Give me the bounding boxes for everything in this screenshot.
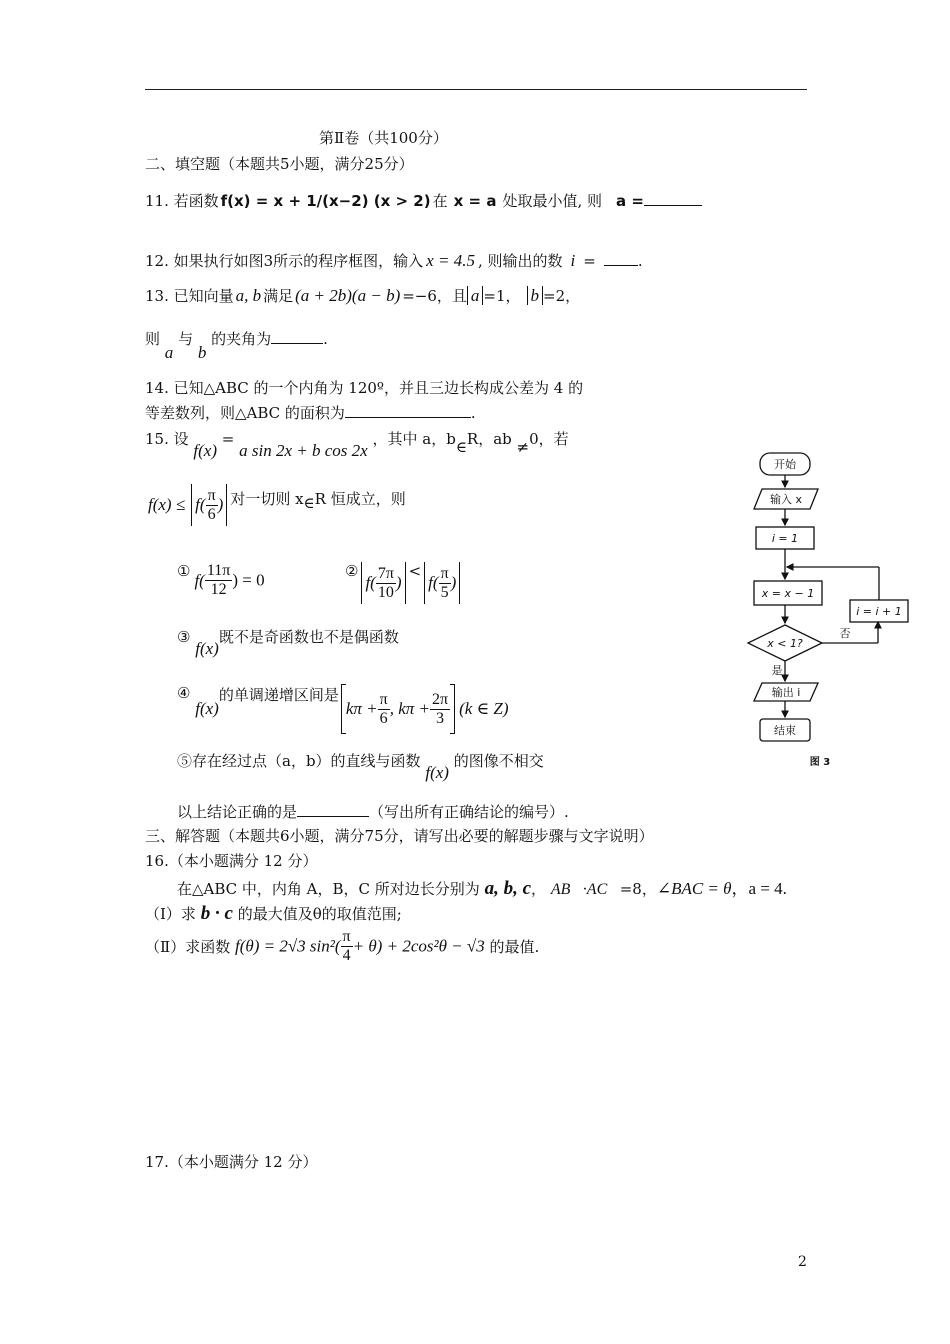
- q15-conclusion: 以上结论正确的是 （写出所有正确结论的编号）.: [177, 803, 569, 821]
- section-title: 第Ⅱ卷（共100分）: [319, 129, 448, 147]
- q11-formula: f(x) = x + 1/(x−2) (x > 2): [220, 192, 431, 210]
- q16-part2: （Ⅱ）求函数 f(θ) = 2√3 sin²( $\frac{\pi}{4}$ + θ) + 2cos²θ − √3 的最值.: [145, 928, 540, 964]
- question-15: 15. 设 f(x) = a sin 2x + b cos 2x ，其中 a，b∈R，ab ≠0，若: [145, 430, 569, 460]
- q16-part1: （Ⅰ）求 b · c 的最大值及θ的取值范围;: [145, 903, 402, 924]
- question-11: 11. 若函数 f(x) = x + 1/(x−2) (x > 2) 在 x = a 处取最小值, 则 a =: [145, 190, 702, 211]
- q14-answer-blank: [345, 403, 471, 418]
- flow-caption: 图 3: [809, 757, 831, 768]
- question-12: 12. 如果执行如图3所示的程序框图，输入 x = 4.5 , 则输出的数 i = .: [145, 251, 643, 270]
- q13-answer-blank: [271, 329, 323, 344]
- flow-no-label: 否: [839, 627, 851, 640]
- q15-item-1: ① f( $\frac{11\pi}{12}$ ) = 0: [177, 562, 265, 598]
- question-14-line1: 14. 已知△ABC 的一个内角为 120º，并且三边长构成公差为 4 的: [145, 379, 584, 397]
- flowchart: [740, 445, 920, 775]
- q15-item-5: ⑤存在经过点（a，b）的直线与函数 f(x) 的图像不相交: [177, 752, 544, 782]
- question-13: 13. 已知向量 a, b 满足 (a + 2b)(a − b) =−6，且 a =1， b =2，: [145, 286, 581, 305]
- q16-title: 16.（本小题满分 12 分）: [145, 852, 318, 870]
- flow-incr-label: i = i + 1: [856, 605, 902, 618]
- part3-heading: 三、解答题（本题共6小题，满分75分，请写出必要的解题步骤与文字说明）: [145, 827, 654, 845]
- flow-input-label: 输入 x: [769, 493, 803, 506]
- q11-answer-blank: [644, 191, 702, 206]
- part2-heading: 二、填空题（本题共5小题，满分25分）: [145, 155, 414, 173]
- question-15-condition: f(x) ≤ f( $\frac{\pi}{6}$ ) 对一切则 x∈R 恒成立，则: [148, 484, 406, 532]
- flow-end-label: 结束: [774, 724, 796, 737]
- q16-body: 在△ABC 中，内角 A，B，C 所对边长分别为 a, b, c， AB⃗·AC⃗=8，∠BAC = θ，a = 4.: [177, 878, 787, 899]
- flow-init-label: i = 1: [771, 532, 799, 545]
- flow-update-label: x = x − 1: [761, 587, 815, 600]
- q15-answer-blank: [297, 802, 369, 817]
- q15-item-3: ③ f(x)既不是奇函数也不是偶函数: [177, 628, 399, 658]
- question-13-line2: 则 a 与 b 的夹角为 .: [145, 330, 328, 362]
- q15-item-2: ②f( $\frac{7\pi}{10}$ )<f( $\frac{\pi}{5}$ ): [345, 562, 463, 610]
- top-rule: [145, 89, 807, 90]
- page-number: 2: [798, 1254, 807, 1270]
- flow-start-label: 开始: [774, 458, 796, 471]
- flow-cond-label: x < 1?: [767, 637, 803, 650]
- q15-item-4: ④ f(x)的单调递增区间是kπ + $\frac{\pi}{6}$ , kπ + $\frac{2\pi}{3}$ (k ∈ Z): [177, 684, 509, 736]
- flow-yes-label: 是: [771, 664, 783, 677]
- question-14-line2: 等差数列，则△ABC 的面积为 .: [145, 404, 476, 422]
- q17-title: 17.（本小题满分 12 分）: [145, 1153, 318, 1171]
- q12-answer-blank: [604, 251, 638, 266]
- flow-output-label: 输出 i: [771, 686, 801, 699]
